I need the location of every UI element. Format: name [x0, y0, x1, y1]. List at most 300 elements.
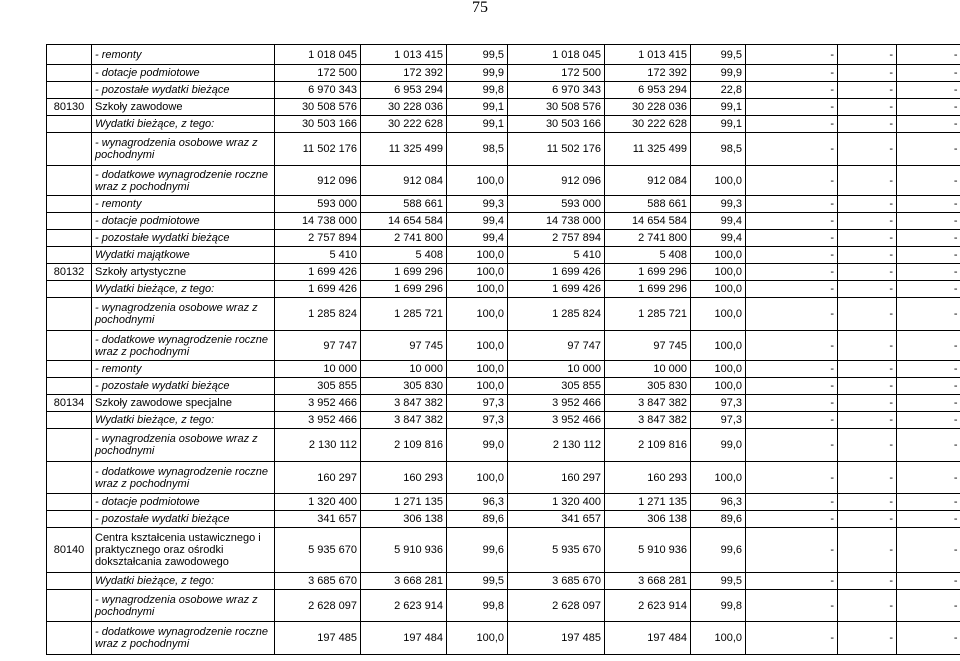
percent-value: 100,0 [447, 622, 508, 655]
row-description: - dodatkowe wynagrodzenie roczne wraz z pochodnymi [92, 622, 275, 655]
executed-value: 306 138 [361, 511, 447, 528]
row-description: - pozostałe wydatki bieżące [92, 230, 275, 247]
row-description: - remonty [92, 361, 275, 378]
plan-value: 1 699 426 [275, 281, 361, 298]
dash-value-3: - [897, 528, 960, 573]
dash-value-2: - [838, 331, 897, 361]
plan-value-2: 305 855 [508, 378, 605, 395]
dash-value-3: - [897, 622, 960, 655]
table-row [47, 494, 960, 511]
executed-value: 1 013 415 [361, 45, 447, 65]
percent-value: 99,8 [447, 82, 508, 99]
executed-value: 197 484 [361, 622, 447, 655]
table-row [47, 264, 960, 281]
plan-value-2: 2 130 112 [508, 429, 605, 462]
percent-value: 100,0 [447, 378, 508, 395]
row-description: - dodatkowe wynagrodzenie roczne wraz z pochodnymi [92, 331, 275, 361]
classification-code [47, 166, 92, 196]
plan-value: 341 657 [275, 511, 361, 528]
classification-code [47, 590, 92, 622]
dash-value-2: - [838, 82, 897, 99]
executed-value: 3 668 281 [361, 573, 447, 590]
dash-value-2: - [838, 622, 897, 655]
percent-value: 99,1 [447, 99, 508, 116]
dash-value-1: - [746, 298, 838, 331]
dash-value-1: - [746, 264, 838, 281]
dash-value-3: - [897, 264, 960, 281]
table-row [47, 116, 960, 133]
table-row [47, 213, 960, 230]
dash-value-1: - [746, 378, 838, 395]
dash-value-2: - [838, 511, 897, 528]
row-description: - wynagrodzenia osobowe wraz z pochodnymi [92, 133, 275, 166]
executed-value-2: 588 661 [605, 196, 691, 213]
percent-value-2: 99,5 [691, 573, 746, 590]
executed-value-2: 1 271 135 [605, 494, 691, 511]
percent-value-2: 100,0 [691, 264, 746, 281]
percent-value: 99,9 [447, 65, 508, 82]
percent-value-2: 99,9 [691, 65, 746, 82]
dash-value-1: - [746, 590, 838, 622]
plan-value: 2 628 097 [275, 590, 361, 622]
executed-value-2: 14 654 584 [605, 213, 691, 230]
row-description: - pozostałe wydatki bieżące [92, 511, 275, 528]
dash-value-2: - [838, 462, 897, 494]
executed-value-2: 305 830 [605, 378, 691, 395]
dash-value-2: - [838, 429, 897, 462]
dash-value-2: - [838, 494, 897, 511]
dash-value-3: - [897, 281, 960, 298]
plan-value: 197 485 [275, 622, 361, 655]
table-row [47, 133, 960, 166]
dash-value-2: - [838, 65, 897, 82]
percent-value: 99,6 [447, 528, 508, 573]
dash-value-1: - [746, 230, 838, 247]
plan-value: 3 685 670 [275, 573, 361, 590]
percent-value-2: 99,6 [691, 528, 746, 573]
percent-value: 100,0 [447, 361, 508, 378]
dash-value-1: - [746, 573, 838, 590]
dash-value-1: - [746, 281, 838, 298]
classification-code [47, 230, 92, 247]
executed-value-2: 1 699 296 [605, 264, 691, 281]
percent-value: 99,4 [447, 213, 508, 230]
row-description: Szkoły zawodowe specjalne [92, 395, 275, 412]
percent-value: 100,0 [447, 264, 508, 281]
table-row [47, 378, 960, 395]
dash-value-1: - [746, 133, 838, 166]
table-row [47, 331, 960, 361]
executed-value: 1 699 296 [361, 281, 447, 298]
classification-code: 80130 [47, 99, 92, 116]
row-description: - remonty [92, 45, 275, 65]
dash-value-2: - [838, 213, 897, 230]
row-description: - dotacje podmiotowe [92, 494, 275, 511]
dash-value-3: - [897, 573, 960, 590]
executed-value: 5 910 936 [361, 528, 447, 573]
executed-value-2: 10 000 [605, 361, 691, 378]
percent-value: 100,0 [447, 247, 508, 264]
dash-value-3: - [897, 133, 960, 166]
executed-value: 30 228 036 [361, 99, 447, 116]
dash-value-3: - [897, 116, 960, 133]
percent-value-2: 99,3 [691, 196, 746, 213]
percent-value: 89,6 [447, 511, 508, 528]
classification-code [47, 429, 92, 462]
row-description: Szkoły zawodowe [92, 99, 275, 116]
executed-value-2: 1 699 296 [605, 281, 691, 298]
dash-value-1: - [746, 528, 838, 573]
dash-value-1: - [746, 116, 838, 133]
classification-code [47, 213, 92, 230]
percent-value: 99,5 [447, 45, 508, 65]
classification-code [47, 82, 92, 99]
table-row [47, 45, 960, 65]
percent-value-2: 99,4 [691, 213, 746, 230]
plan-value: 172 500 [275, 65, 361, 82]
dash-value-2: - [838, 298, 897, 331]
executed-value-2: 30 222 628 [605, 116, 691, 133]
plan-value: 305 855 [275, 378, 361, 395]
table-row [47, 462, 960, 494]
executed-value: 1 271 135 [361, 494, 447, 511]
dash-value-3: - [897, 429, 960, 462]
percent-value-2: 98,5 [691, 133, 746, 166]
executed-value-2: 2 741 800 [605, 230, 691, 247]
percent-value: 97,3 [447, 412, 508, 429]
dash-value-2: - [838, 166, 897, 196]
row-description: Wydatki majątkowe [92, 247, 275, 264]
executed-value: 97 745 [361, 331, 447, 361]
executed-value-2: 97 745 [605, 331, 691, 361]
table-row [47, 361, 960, 378]
classification-code [47, 331, 92, 361]
dash-value-3: - [897, 361, 960, 378]
executed-value-2: 1 013 415 [605, 45, 691, 65]
plan-value-2: 160 297 [508, 462, 605, 494]
table-row [47, 230, 960, 247]
dash-value-2: - [838, 412, 897, 429]
table-row [47, 412, 960, 429]
percent-value: 99,4 [447, 230, 508, 247]
classification-code [47, 378, 92, 395]
plan-value-2: 172 500 [508, 65, 605, 82]
plan-value-2: 912 096 [508, 166, 605, 196]
classification-code [47, 462, 92, 494]
plan-value: 97 747 [275, 331, 361, 361]
dash-value-1: - [746, 247, 838, 264]
classification-code [47, 361, 92, 378]
table-row [47, 82, 960, 99]
plan-value: 30 503 166 [275, 116, 361, 133]
percent-value-2: 97,3 [691, 395, 746, 412]
dash-value-3: - [897, 247, 960, 264]
percent-value: 100,0 [447, 281, 508, 298]
classification-code [47, 511, 92, 528]
dash-value-3: - [897, 213, 960, 230]
executed-value-2: 11 325 499 [605, 133, 691, 166]
plan-value: 2 757 894 [275, 230, 361, 247]
plan-value: 11 502 176 [275, 133, 361, 166]
plan-value-2: 3 685 670 [508, 573, 605, 590]
percent-value: 100,0 [447, 331, 508, 361]
dash-value-2: - [838, 116, 897, 133]
classification-code [47, 573, 92, 590]
dash-value-1: - [746, 65, 838, 82]
table-row [47, 528, 960, 573]
classification-code [47, 247, 92, 264]
dash-value-1: - [746, 395, 838, 412]
percent-value-2: 99,1 [691, 99, 746, 116]
percent-value-2: 99,5 [691, 45, 746, 65]
plan-value-2: 30 503 166 [508, 116, 605, 133]
executed-value: 172 392 [361, 65, 447, 82]
plan-value-2: 6 970 343 [508, 82, 605, 99]
dash-value-3: - [897, 590, 960, 622]
plan-value: 1 285 824 [275, 298, 361, 331]
dash-value-1: - [746, 429, 838, 462]
dash-value-1: - [746, 494, 838, 511]
table-row [47, 573, 960, 590]
executed-value: 1 285 721 [361, 298, 447, 331]
plan-value: 2 130 112 [275, 429, 361, 462]
plan-value-2: 3 952 466 [508, 395, 605, 412]
dash-value-1: - [746, 412, 838, 429]
row-description: Wydatki bieżące, z tego: [92, 281, 275, 298]
executed-value-2: 3 847 382 [605, 395, 691, 412]
row-description: - wynagrodzenia osobowe wraz z pochodnymi [92, 590, 275, 622]
plan-value-2: 1 018 045 [508, 45, 605, 65]
plan-value-2: 5 935 670 [508, 528, 605, 573]
row-description: Szkoły artystyczne [92, 264, 275, 281]
dash-value-2: - [838, 378, 897, 395]
table-row [47, 247, 960, 264]
plan-value-2: 2 628 097 [508, 590, 605, 622]
executed-value-2: 6 953 294 [605, 82, 691, 99]
percent-value-2: 99,8 [691, 590, 746, 622]
dash-value-3: - [897, 230, 960, 247]
dash-value-1: - [746, 622, 838, 655]
table-row [47, 99, 960, 116]
dash-value-3: - [897, 412, 960, 429]
row-description: - dotacje podmiotowe [92, 65, 275, 82]
plan-value: 593 000 [275, 196, 361, 213]
percent-value: 100,0 [447, 298, 508, 331]
dash-value-1: - [746, 361, 838, 378]
classification-code [47, 196, 92, 213]
executed-value-2: 2 109 816 [605, 429, 691, 462]
table-row [47, 196, 960, 213]
executed-value-2: 172 392 [605, 65, 691, 82]
dash-value-2: - [838, 395, 897, 412]
dash-value-3: - [897, 166, 960, 196]
percent-value: 99,8 [447, 590, 508, 622]
executed-value: 588 661 [361, 196, 447, 213]
executed-value-2: 160 293 [605, 462, 691, 494]
classification-code [47, 412, 92, 429]
dash-value-2: - [838, 45, 897, 65]
executed-value: 3 847 382 [361, 395, 447, 412]
row-description: Wydatki bieżące, z tego: [92, 116, 275, 133]
executed-value-2: 306 138 [605, 511, 691, 528]
dash-value-2: - [838, 196, 897, 213]
plan-value-2: 11 502 176 [508, 133, 605, 166]
percent-value: 97,3 [447, 395, 508, 412]
dash-value-2: - [838, 133, 897, 166]
plan-value-2: 10 000 [508, 361, 605, 378]
percent-value-2: 96,3 [691, 494, 746, 511]
percent-value: 100,0 [447, 166, 508, 196]
dash-value-2: - [838, 247, 897, 264]
plan-value-2: 341 657 [508, 511, 605, 528]
row-description: Wydatki bieżące, z tego: [92, 412, 275, 429]
executed-value: 11 325 499 [361, 133, 447, 166]
plan-value-2: 197 485 [508, 622, 605, 655]
classification-code [47, 116, 92, 133]
dash-value-3: - [897, 82, 960, 99]
plan-value: 5 410 [275, 247, 361, 264]
dash-value-1: - [746, 45, 838, 65]
percent-value-2: 99,1 [691, 116, 746, 133]
classification-code [47, 622, 92, 655]
percent-value: 99,5 [447, 573, 508, 590]
percent-value-2: 99,0 [691, 429, 746, 462]
dash-value-2: - [838, 361, 897, 378]
dash-value-1: - [746, 196, 838, 213]
percent-value-2: 100,0 [691, 166, 746, 196]
executed-value: 2 741 800 [361, 230, 447, 247]
percent-value-2: 100,0 [691, 378, 746, 395]
dash-value-1: - [746, 331, 838, 361]
classification-code: 80134 [47, 395, 92, 412]
plan-value: 1 018 045 [275, 45, 361, 65]
percent-value-2: 100,0 [691, 462, 746, 494]
table-row [47, 511, 960, 528]
plan-value: 160 297 [275, 462, 361, 494]
percent-value-2: 89,6 [691, 511, 746, 528]
dash-value-3: - [897, 65, 960, 82]
row-description: - pozostałe wydatki bieżące [92, 378, 275, 395]
dash-value-2: - [838, 281, 897, 298]
plan-value: 5 935 670 [275, 528, 361, 573]
percent-value: 100,0 [447, 462, 508, 494]
plan-value-2: 2 757 894 [508, 230, 605, 247]
classification-code [47, 65, 92, 82]
plan-value-2: 30 508 576 [508, 99, 605, 116]
dash-value-1: - [746, 462, 838, 494]
percent-value-2: 99,4 [691, 230, 746, 247]
row-description: - dodatkowe wynagrodzenie roczne wraz z pochodnymi [92, 166, 275, 196]
dash-value-2: - [838, 264, 897, 281]
executed-value-2: 30 228 036 [605, 99, 691, 116]
percent-value-2: 100,0 [691, 331, 746, 361]
dash-value-2: - [838, 573, 897, 590]
executed-value: 2 109 816 [361, 429, 447, 462]
percent-value: 98,5 [447, 133, 508, 166]
dash-value-1: - [746, 166, 838, 196]
row-description: - wynagrodzenia osobowe wraz z pochodnymi [92, 298, 275, 331]
executed-value: 2 623 914 [361, 590, 447, 622]
executed-value: 912 084 [361, 166, 447, 196]
plan-value-2: 1 699 426 [508, 281, 605, 298]
plan-value: 1 699 426 [275, 264, 361, 281]
plan-value-2: 5 410 [508, 247, 605, 264]
plan-value-2: 97 747 [508, 331, 605, 361]
dash-value-1: - [746, 511, 838, 528]
plan-value: 3 952 466 [275, 412, 361, 429]
classification-code [47, 298, 92, 331]
table-row [47, 590, 960, 622]
percent-value-2: 100,0 [691, 298, 746, 331]
row-description: - remonty [92, 196, 275, 213]
classification-code [47, 45, 92, 65]
table-row [47, 298, 960, 331]
plan-value-2: 593 000 [508, 196, 605, 213]
executed-value-2: 5 408 [605, 247, 691, 264]
dash-value-1: - [746, 99, 838, 116]
dash-value-3: - [897, 395, 960, 412]
row-description: - dotacje podmiotowe [92, 213, 275, 230]
executed-value: 30 222 628 [361, 116, 447, 133]
dash-value-1: - [746, 213, 838, 230]
executed-value: 10 000 [361, 361, 447, 378]
executed-value: 3 847 382 [361, 412, 447, 429]
percent-value: 99,1 [447, 116, 508, 133]
dash-value-2: - [838, 99, 897, 116]
percent-value-2: 97,3 [691, 412, 746, 429]
budget-table [46, 44, 960, 655]
row-description: - pozostałe wydatki bieżące [92, 82, 275, 99]
classification-code [47, 281, 92, 298]
executed-value: 6 953 294 [361, 82, 447, 99]
plan-value-2: 1 320 400 [508, 494, 605, 511]
budget-table-body [47, 45, 960, 655]
dash-value-3: - [897, 196, 960, 213]
table-row [47, 166, 960, 196]
percent-value-2: 100,0 [691, 281, 746, 298]
dash-value-3: - [897, 99, 960, 116]
dash-value-3: - [897, 511, 960, 528]
classification-code: 80132 [47, 264, 92, 281]
percent-value-2: 100,0 [691, 361, 746, 378]
plan-value: 14 738 000 [275, 213, 361, 230]
row-description: Centra kształcenia ustawicznego i praktycznego oraz ośrodki dokształcania zawodowego [92, 528, 275, 573]
plan-value-2: 1 285 824 [508, 298, 605, 331]
executed-value-2: 3 847 382 [605, 412, 691, 429]
percent-value: 99,0 [447, 429, 508, 462]
plan-value-2: 14 738 000 [508, 213, 605, 230]
table-row [47, 395, 960, 412]
plan-value: 3 952 466 [275, 395, 361, 412]
dash-value-2: - [838, 528, 897, 573]
executed-value-2: 197 484 [605, 622, 691, 655]
plan-value-2: 1 699 426 [508, 264, 605, 281]
executed-value-2: 3 668 281 [605, 573, 691, 590]
executed-value: 14 654 584 [361, 213, 447, 230]
executed-value: 5 408 [361, 247, 447, 264]
dash-value-3: - [897, 378, 960, 395]
executed-value: 160 293 [361, 462, 447, 494]
executed-value-2: 912 084 [605, 166, 691, 196]
table-row [47, 281, 960, 298]
row-description: - wynagrodzenia osobowe wraz z pochodnymi [92, 429, 275, 462]
plan-value: 30 508 576 [275, 99, 361, 116]
executed-value-2: 1 285 721 [605, 298, 691, 331]
dash-value-3: - [897, 462, 960, 494]
dash-value-3: - [897, 45, 960, 65]
dash-value-2: - [838, 590, 897, 622]
plan-value: 6 970 343 [275, 82, 361, 99]
